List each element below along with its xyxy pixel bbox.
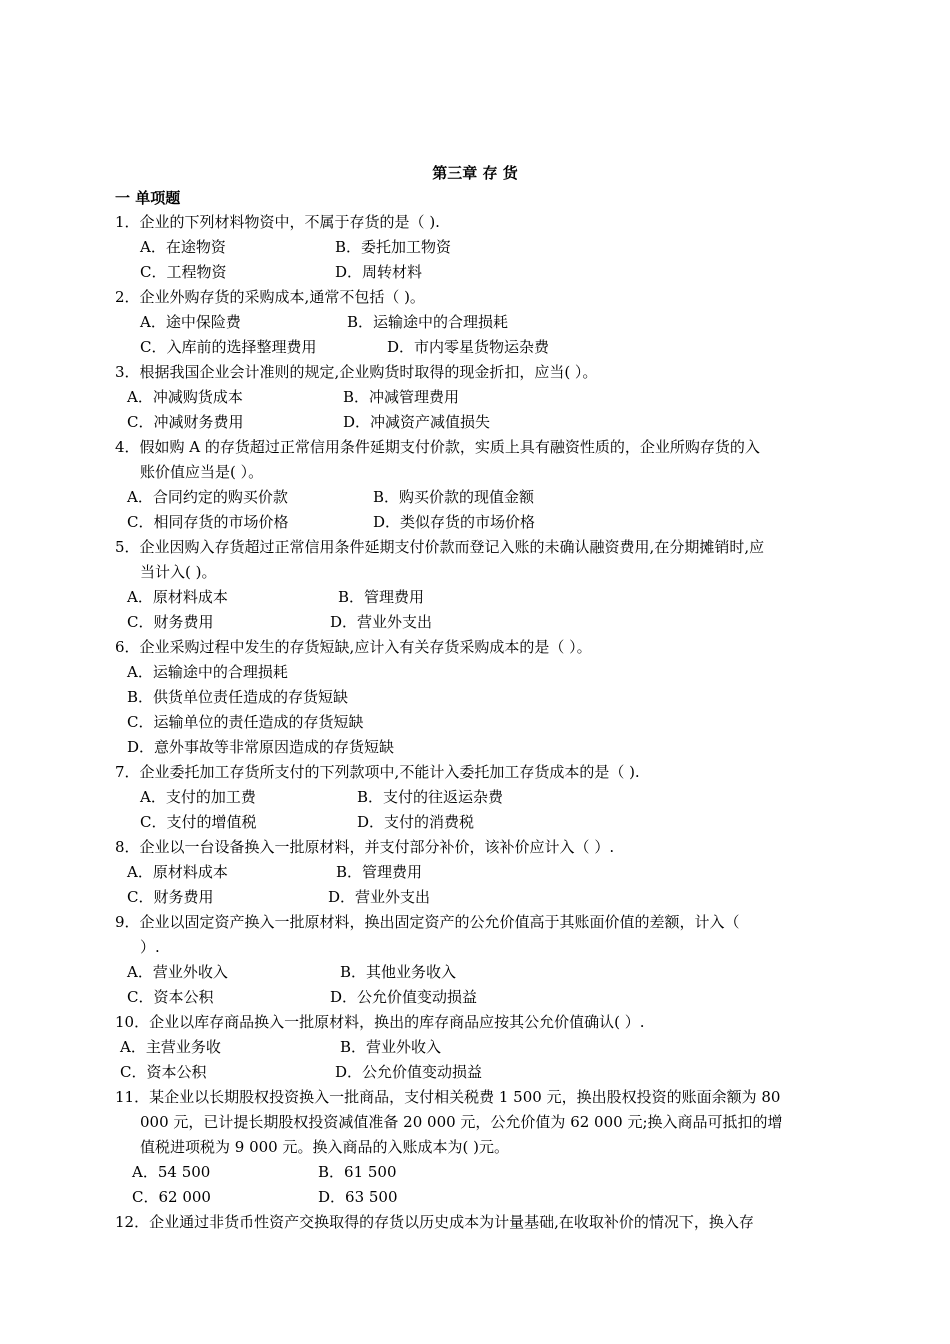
- answer-option: D．63 500: [318, 1188, 398, 1206]
- option-row: [115, 610, 840, 635]
- option-row: [115, 685, 840, 710]
- option-row: [115, 1060, 840, 1085]
- answer-option: B．供货单位责任造成的存货短缺: [127, 688, 349, 706]
- answer-option: D．营业外支出: [330, 613, 433, 631]
- option-row: [115, 260, 840, 285]
- option-row: [115, 310, 840, 335]
- answer-option: C．62 000: [132, 1188, 211, 1206]
- question-stem: 10．企业以库存商品换入一批原材料，换出的库存商品应按其公允价值确认( ）.: [115, 1013, 645, 1031]
- question-stem-continuation: 当计入( )。: [140, 563, 217, 581]
- answer-option: A．主营业务收: [120, 1038, 221, 1056]
- question-10: [115, 1010, 840, 1085]
- answer-option: C．支付的增值税: [140, 813, 257, 831]
- answer-option: C．冲减财务费用: [127, 413, 244, 431]
- answer-option: C．财务费用: [127, 613, 214, 631]
- question-stem: 8．企业以一台设备换入一批原材料，并支付部分补价，该补价应计入（ ）.: [115, 838, 615, 856]
- option-row: [115, 810, 840, 835]
- answer-option: B．管理费用: [336, 863, 423, 881]
- option-row: [115, 410, 840, 435]
- answer-option: C．资本公积: [120, 1063, 207, 1081]
- answer-option: A．在途物资: [140, 238, 226, 256]
- answer-option: B．管理费用: [338, 588, 425, 606]
- question-stem-continuation: 值税进项税为 9 000 元。换入商品的入账成本为( )元。: [140, 1138, 509, 1156]
- answer-option: B．运输途中的合理损耗: [347, 313, 509, 331]
- answer-option: D．冲减资产减值损失: [343, 413, 491, 431]
- answer-option: A．原材料成本: [127, 588, 228, 606]
- question-1: [115, 210, 840, 285]
- question-stem: 5．企业因购入存货超过正常信用条件延期支付价款而登记入账的未确认融资费用,在分期摊销时,应: [115, 538, 765, 556]
- option-row: [115, 235, 840, 260]
- answer-option: A．运输途中的合理损耗: [127, 663, 288, 681]
- answer-option: D．类似存货的市场价格: [373, 513, 536, 531]
- question-stem: 1．企业的下列材料物资中，不属于存货的是（ ).: [115, 213, 440, 231]
- question-stem: 4．假如购 A 的存货超过正常信用条件延期支付价款，实质上具有融资性质的，企业所购存货的入: [115, 438, 760, 456]
- option-row: [115, 485, 840, 510]
- question-stem-continuation: ）.: [140, 938, 160, 956]
- answer-option: A．支付的加工费: [140, 788, 256, 806]
- answer-option: B．营业外收入: [340, 1038, 442, 1056]
- answer-option: A．途中保险费: [140, 313, 241, 331]
- answer-option: C．入库前的选择整理费用: [140, 338, 317, 356]
- question-3: [115, 360, 840, 435]
- answer-option: C．运输单位的责任造成的存货短缺: [127, 713, 364, 731]
- option-row: [115, 1035, 840, 1060]
- question-stem: 9．企业以固定资产换入一批原材料，换出固定资产的公允价值高于其账面价值的差额，计入（: [115, 913, 740, 931]
- option-row: [115, 710, 840, 735]
- option-row: [115, 660, 840, 685]
- chapter-title: 第三章 存 货: [432, 164, 518, 182]
- option-row: [115, 985, 840, 1010]
- question-stem: 7．企业委托加工存货所支付的下列款项中,不能计入委托加工存货成本的是（ ).: [115, 763, 640, 781]
- answer-option: D．公允价值变动损益: [335, 1063, 483, 1081]
- question-stem: 11．某企业以长期股权投资换入一批商品，支付相关税费 1 500 元，换出股权投资的账面余额为 80: [115, 1088, 781, 1106]
- option-row: [115, 960, 840, 985]
- question-stem: 12．企业通过非货币性资产交换取得的存货以历史成本为计量基础,在收取补价的情况下，换入存: [115, 1213, 754, 1231]
- question-stem-continuation: 000 元，已计提长期股权投资减值准备 20 000 元，公允价值为 62 000 元;换入商品可抵扣的增: [140, 1113, 783, 1131]
- answer-option: C．资本公积: [127, 988, 214, 1006]
- option-row: [115, 335, 840, 360]
- answer-option: D．支付的消费税: [357, 813, 475, 831]
- option-row: [115, 510, 840, 535]
- option-row: [115, 1160, 840, 1185]
- answer-option: D．公允价值变动损益: [330, 988, 478, 1006]
- question-7: [115, 760, 840, 835]
- question-8: [115, 835, 840, 910]
- section-heading: 一 单项题: [115, 189, 181, 207]
- answer-option: C．工程物资: [140, 263, 227, 281]
- answer-option: D．营业外支出: [328, 888, 431, 906]
- option-row: [115, 735, 840, 760]
- question-5: [115, 535, 840, 635]
- answer-option: A．营业外收入: [127, 963, 228, 981]
- answer-option: C．财务费用: [127, 888, 214, 906]
- question-stem: 3．根据我国企业会计准则的规定,企业购货时取得的现金折扣，应当( ）。: [115, 363, 598, 381]
- answer-option: D．意外事故等非常原因造成的存货短缺: [127, 738, 395, 756]
- option-row: [115, 385, 840, 410]
- answer-option: B．支付的往返运杂费: [357, 788, 504, 806]
- question-4: [115, 435, 840, 535]
- answer-option: A．冲减购货成本: [127, 388, 243, 406]
- answer-option: D．周转材料: [335, 263, 423, 281]
- answer-option: B．其他业务收入: [340, 963, 457, 981]
- question-6: [115, 635, 840, 760]
- answer-option: B．61 500: [318, 1163, 397, 1181]
- question-11: [115, 1085, 840, 1210]
- question-list: [115, 210, 840, 1235]
- answer-option: A．合同约定的购买价款: [127, 488, 288, 506]
- answer-option: D．市内零星货物运杂费: [387, 338, 550, 356]
- option-row: [115, 585, 840, 610]
- question-stem-continuation: 账价值应当是( ）。: [140, 463, 264, 481]
- answer-option: B．冲减管理费用: [343, 388, 460, 406]
- answer-option: A．原材料成本: [127, 863, 228, 881]
- question-stem: 2．企业外购存货的采购成本,通常不包括（ )。: [115, 288, 425, 306]
- question-9: [115, 910, 840, 1010]
- option-row: [115, 885, 840, 910]
- answer-option: B．购买价款的现值金额: [373, 488, 535, 506]
- option-row: [115, 1185, 840, 1210]
- answer-option: A．54 500: [132, 1163, 211, 1181]
- answer-option: B．委托加工物资: [335, 238, 452, 256]
- question-stem: 6．企业采购过程中发生的存货短缺,应计入有关存货采购成本的是（ ）。: [115, 638, 592, 656]
- question-12: [115, 1210, 840, 1235]
- option-row: [115, 860, 840, 885]
- question-2: [115, 285, 840, 360]
- answer-option: C．相同存货的市场价格: [127, 513, 289, 531]
- option-row: [115, 785, 840, 810]
